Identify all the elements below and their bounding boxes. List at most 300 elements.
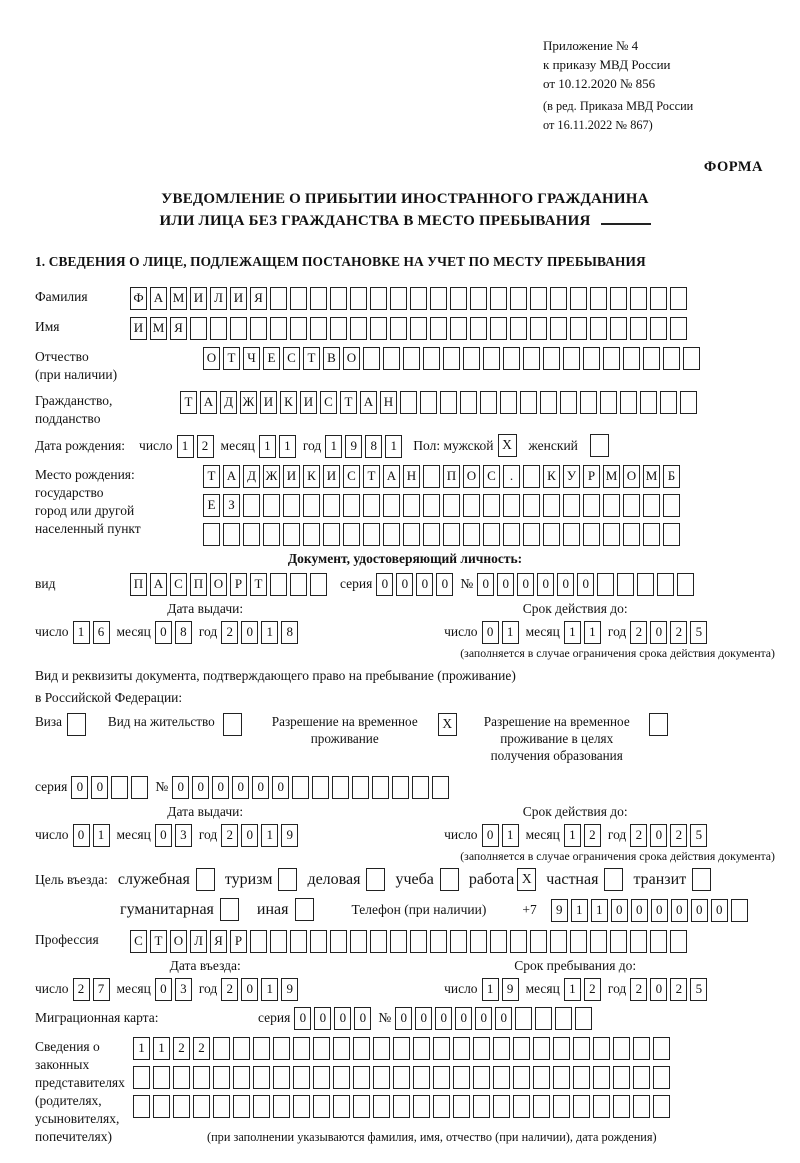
char-cell[interactable]	[590, 287, 607, 310]
char-cell[interactable]	[413, 1037, 430, 1060]
char-cell[interactable]	[470, 930, 487, 953]
char-cell[interactable]	[390, 317, 407, 340]
char-cell[interactable]	[403, 347, 420, 370]
char-cell[interactable]: 1	[325, 435, 342, 458]
char-cell[interactable]	[303, 494, 320, 517]
char-cell[interactable]	[253, 1066, 270, 1089]
char-cell[interactable]: И	[130, 317, 147, 340]
char-cell[interactable]: 7	[93, 978, 110, 1001]
char-cell[interactable]	[330, 287, 347, 310]
char-cell[interactable]	[210, 317, 227, 340]
char-cell[interactable]	[393, 1095, 410, 1118]
char-cell[interactable]: 8	[175, 621, 192, 644]
char-cell[interactable]	[460, 391, 477, 414]
char-cell[interactable]: 0	[671, 899, 688, 922]
char-cell[interactable]	[630, 317, 647, 340]
char-cell[interactable]	[543, 347, 560, 370]
char-cell[interactable]	[410, 930, 427, 953]
char-cell[interactable]	[583, 347, 600, 370]
char-cell[interactable]	[413, 1095, 430, 1118]
char-cell[interactable]	[370, 287, 387, 310]
char-cell[interactable]	[603, 347, 620, 370]
char-cell[interactable]: 2	[197, 435, 214, 458]
char-cell[interactable]: 0	[395, 1007, 412, 1030]
char-cell[interactable]	[390, 287, 407, 310]
char-cell[interactable]	[333, 1095, 350, 1118]
char-cell[interactable]: 1	[73, 621, 90, 644]
purpose-study-checkbox[interactable]	[440, 868, 459, 891]
char-cell[interactable]	[333, 1037, 350, 1060]
char-cell[interactable]: 0	[650, 824, 667, 847]
char-cell[interactable]	[430, 317, 447, 340]
char-cell[interactable]	[510, 317, 527, 340]
char-cell[interactable]	[393, 1066, 410, 1089]
char-cell[interactable]	[133, 1066, 150, 1089]
char-cell[interactable]	[483, 494, 500, 517]
char-cell[interactable]	[323, 523, 340, 546]
char-cell[interactable]: И	[230, 287, 247, 310]
char-cell[interactable]	[153, 1066, 170, 1089]
char-cell[interactable]	[350, 930, 367, 953]
char-cell[interactable]: 0	[650, 978, 667, 1001]
char-cell[interactable]: 8	[281, 621, 298, 644]
char-cell[interactable]	[323, 494, 340, 517]
char-cell[interactable]	[153, 1095, 170, 1118]
sex-female-checkbox[interactable]	[590, 434, 609, 457]
char-cell[interactable]: 0	[73, 824, 90, 847]
char-cell[interactable]	[263, 523, 280, 546]
char-cell[interactable]: Т	[203, 465, 220, 488]
char-cell[interactable]: 0	[172, 776, 189, 799]
char-cell[interactable]	[313, 1066, 330, 1089]
char-cell[interactable]	[493, 1095, 510, 1118]
char-cell[interactable]: К	[280, 391, 297, 414]
char-cell[interactable]	[463, 347, 480, 370]
char-cell[interactable]	[663, 523, 680, 546]
char-cell[interactable]	[330, 317, 347, 340]
purpose-humanitarian-checkbox[interactable]	[220, 898, 239, 921]
char-cell[interactable]	[633, 1066, 650, 1089]
char-cell[interactable]	[332, 776, 349, 799]
char-cell[interactable]	[573, 1095, 590, 1118]
char-cell[interactable]: Ж	[263, 465, 280, 488]
char-cell[interactable]: 1	[564, 824, 581, 847]
char-cell[interactable]	[270, 930, 287, 953]
char-cell[interactable]: 0	[577, 573, 594, 596]
char-cell[interactable]: Д	[243, 465, 260, 488]
char-cell[interactable]: 0	[435, 1007, 452, 1030]
char-cell[interactable]	[600, 391, 617, 414]
char-cell[interactable]	[500, 391, 517, 414]
char-cell[interactable]	[493, 1037, 510, 1060]
char-cell[interactable]: С	[343, 465, 360, 488]
char-cell[interactable]	[593, 1095, 610, 1118]
char-cell[interactable]	[423, 465, 440, 488]
char-cell[interactable]: Р	[230, 930, 247, 953]
char-cell[interactable]	[330, 930, 347, 953]
char-cell[interactable]	[575, 1007, 592, 1030]
char-cell[interactable]: У	[563, 465, 580, 488]
char-cell[interactable]: 1	[564, 621, 581, 644]
char-cell[interactable]	[660, 391, 677, 414]
char-cell[interactable]: Т	[340, 391, 357, 414]
char-cell[interactable]: 3	[175, 978, 192, 1001]
char-cell[interactable]: И	[260, 391, 277, 414]
char-cell[interactable]	[490, 287, 507, 310]
char-cell[interactable]	[640, 391, 657, 414]
char-cell[interactable]	[193, 1066, 210, 1089]
char-cell[interactable]	[270, 317, 287, 340]
char-cell[interactable]	[513, 1037, 530, 1060]
char-cell[interactable]: А	[150, 287, 167, 310]
char-cell[interactable]	[373, 1095, 390, 1118]
char-cell[interactable]: П	[130, 573, 147, 596]
char-cell[interactable]	[343, 494, 360, 517]
char-cell[interactable]	[555, 1007, 572, 1030]
char-cell[interactable]: 0	[334, 1007, 351, 1030]
visa-checkbox[interactable]	[67, 713, 86, 736]
char-cell[interactable]	[513, 1095, 530, 1118]
char-cell[interactable]	[423, 494, 440, 517]
char-cell[interactable]	[553, 1066, 570, 1089]
char-cell[interactable]: 2	[221, 621, 238, 644]
char-cell[interactable]	[450, 287, 467, 310]
char-cell[interactable]	[290, 573, 307, 596]
char-cell[interactable]: 2	[193, 1037, 210, 1060]
char-cell[interactable]: 2	[630, 978, 647, 1001]
char-cell[interactable]	[620, 391, 637, 414]
char-cell[interactable]: А	[360, 391, 377, 414]
char-cell[interactable]: 3	[175, 824, 192, 847]
char-cell[interactable]	[515, 1007, 532, 1030]
char-cell[interactable]: Д	[220, 391, 237, 414]
char-cell[interactable]: И	[300, 391, 317, 414]
char-cell[interactable]	[290, 317, 307, 340]
char-cell[interactable]	[553, 1095, 570, 1118]
char-cell[interactable]: 1	[261, 824, 278, 847]
char-cell[interactable]: 1	[133, 1037, 150, 1060]
char-cell[interactable]	[310, 287, 327, 310]
char-cell[interactable]: А	[223, 465, 240, 488]
char-cell[interactable]: 0	[455, 1007, 472, 1030]
char-cell[interactable]: 9	[502, 978, 519, 1001]
char-cell[interactable]: Ч	[243, 347, 260, 370]
char-cell[interactable]: 0	[611, 899, 628, 922]
char-cell[interactable]	[213, 1095, 230, 1118]
char-cell[interactable]: 2	[670, 978, 687, 1001]
char-cell[interactable]	[650, 317, 667, 340]
char-cell[interactable]: В	[323, 347, 340, 370]
char-cell[interactable]: 0	[155, 978, 172, 1001]
char-cell[interactable]	[413, 1066, 430, 1089]
char-cell[interactable]: Е	[203, 494, 220, 517]
char-cell[interactable]: Н	[403, 465, 420, 488]
temp-residence-checkbox[interactable]: X	[438, 713, 457, 736]
char-cell[interactable]: Т	[150, 930, 167, 953]
char-cell[interactable]: Л	[210, 287, 227, 310]
char-cell[interactable]	[213, 1037, 230, 1060]
char-cell[interactable]: Т	[180, 391, 197, 414]
char-cell[interactable]: 8	[365, 435, 382, 458]
char-cell[interactable]	[432, 776, 449, 799]
char-cell[interactable]	[233, 1066, 250, 1089]
char-cell[interactable]: 1	[571, 899, 588, 922]
char-cell[interactable]: 2	[670, 824, 687, 847]
char-cell[interactable]: 6	[93, 621, 110, 644]
char-cell[interactable]	[523, 347, 540, 370]
char-cell[interactable]	[513, 1066, 530, 1089]
sex-male-checkbox[interactable]: X	[498, 434, 517, 457]
char-cell[interactable]: П	[190, 573, 207, 596]
char-cell[interactable]	[243, 494, 260, 517]
char-cell[interactable]	[243, 523, 260, 546]
char-cell[interactable]	[223, 523, 240, 546]
purpose-tourism-checkbox[interactable]	[278, 868, 297, 891]
char-cell[interactable]	[610, 317, 627, 340]
char-cell[interactable]	[540, 391, 557, 414]
char-cell[interactable]	[173, 1066, 190, 1089]
char-cell[interactable]: 1	[261, 978, 278, 1001]
char-cell[interactable]	[313, 1037, 330, 1060]
char-cell[interactable]	[563, 523, 580, 546]
char-cell[interactable]	[400, 391, 417, 414]
char-cell[interactable]: О	[170, 930, 187, 953]
char-cell[interactable]	[583, 523, 600, 546]
char-cell[interactable]	[350, 317, 367, 340]
char-cell[interactable]: 0	[241, 621, 258, 644]
char-cell[interactable]	[623, 523, 640, 546]
char-cell[interactable]: 0	[482, 824, 499, 847]
char-cell[interactable]	[523, 465, 540, 488]
char-cell[interactable]: 0	[155, 824, 172, 847]
char-cell[interactable]	[283, 494, 300, 517]
char-cell[interactable]	[680, 391, 697, 414]
char-cell[interactable]	[310, 573, 327, 596]
char-cell[interactable]	[453, 1095, 470, 1118]
char-cell[interactable]: 2	[584, 978, 601, 1001]
char-cell[interactable]	[535, 1007, 552, 1030]
char-cell[interactable]	[230, 317, 247, 340]
char-cell[interactable]	[392, 776, 409, 799]
char-cell[interactable]: 0	[71, 776, 88, 799]
char-cell[interactable]: Ж	[240, 391, 257, 414]
char-cell[interactable]	[523, 523, 540, 546]
purpose-transit-checkbox[interactable]	[692, 868, 711, 891]
char-cell[interactable]: 0	[241, 978, 258, 1001]
char-cell[interactable]: П	[443, 465, 460, 488]
char-cell[interactable]: 0	[482, 621, 499, 644]
char-cell[interactable]	[563, 347, 580, 370]
char-cell[interactable]	[433, 1095, 450, 1118]
char-cell[interactable]: 0	[691, 899, 708, 922]
char-cell[interactable]	[363, 494, 380, 517]
char-cell[interactable]	[590, 930, 607, 953]
char-cell[interactable]	[372, 776, 389, 799]
char-cell[interactable]	[563, 494, 580, 517]
char-cell[interactable]: 0	[232, 776, 249, 799]
char-cell[interactable]: 1	[261, 621, 278, 644]
char-cell[interactable]: 0	[212, 776, 229, 799]
char-cell[interactable]	[193, 1095, 210, 1118]
char-cell[interactable]	[293, 1037, 310, 1060]
char-cell[interactable]	[403, 494, 420, 517]
char-cell[interactable]: К	[543, 465, 560, 488]
char-cell[interactable]: 9	[281, 978, 298, 1001]
char-cell[interactable]	[503, 523, 520, 546]
char-cell[interactable]: 1	[482, 978, 499, 1001]
char-cell[interactable]: 0	[650, 621, 667, 644]
char-cell[interactable]	[483, 347, 500, 370]
char-cell[interactable]: 0	[415, 1007, 432, 1030]
char-cell[interactable]	[510, 930, 527, 953]
char-cell[interactable]	[363, 523, 380, 546]
char-cell[interactable]	[410, 317, 427, 340]
char-cell[interactable]: 1	[584, 621, 601, 644]
char-cell[interactable]: С	[170, 573, 187, 596]
char-cell[interactable]: 5	[690, 824, 707, 847]
temp-residence-education-checkbox[interactable]	[649, 713, 668, 736]
char-cell[interactable]	[290, 287, 307, 310]
char-cell[interactable]	[443, 347, 460, 370]
char-cell[interactable]	[253, 1037, 270, 1060]
char-cell[interactable]	[533, 1037, 550, 1060]
char-cell[interactable]: Т	[303, 347, 320, 370]
char-cell[interactable]	[550, 930, 567, 953]
char-cell[interactable]	[583, 494, 600, 517]
char-cell[interactable]	[131, 776, 148, 799]
char-cell[interactable]: Е	[263, 347, 280, 370]
char-cell[interactable]	[370, 930, 387, 953]
char-cell[interactable]	[310, 317, 327, 340]
char-cell[interactable]: 0	[155, 621, 172, 644]
char-cell[interactable]: Т	[363, 465, 380, 488]
char-cell[interactable]: 2	[630, 824, 647, 847]
char-cell[interactable]: Т	[223, 347, 240, 370]
char-cell[interactable]	[203, 523, 220, 546]
char-cell[interactable]	[440, 391, 457, 414]
char-cell[interactable]	[560, 391, 577, 414]
char-cell[interactable]	[453, 1066, 470, 1089]
char-cell[interactable]: А	[383, 465, 400, 488]
char-cell[interactable]: 1	[385, 435, 402, 458]
char-cell[interactable]: О	[463, 465, 480, 488]
char-cell[interactable]: Н	[380, 391, 397, 414]
char-cell[interactable]	[570, 287, 587, 310]
char-cell[interactable]	[483, 523, 500, 546]
char-cell[interactable]	[637, 573, 654, 596]
char-cell[interactable]: 2	[584, 824, 601, 847]
char-cell[interactable]: М	[150, 317, 167, 340]
char-cell[interactable]	[273, 1037, 290, 1060]
char-cell[interactable]	[650, 930, 667, 953]
char-cell[interactable]	[290, 930, 307, 953]
char-cell[interactable]	[250, 930, 267, 953]
char-cell[interactable]	[233, 1037, 250, 1060]
char-cell[interactable]: К	[303, 465, 320, 488]
char-cell[interactable]	[530, 317, 547, 340]
char-cell[interactable]: 0	[241, 824, 258, 847]
char-cell[interactable]	[263, 494, 280, 517]
char-cell[interactable]	[663, 347, 680, 370]
char-cell[interactable]	[343, 523, 360, 546]
char-cell[interactable]: 0	[252, 776, 269, 799]
purpose-work-checkbox[interactable]: X	[517, 868, 536, 891]
char-cell[interactable]	[613, 1066, 630, 1089]
char-cell[interactable]	[312, 776, 329, 799]
char-cell[interactable]: О	[623, 465, 640, 488]
char-cell[interactable]	[412, 776, 429, 799]
char-cell[interactable]	[373, 1037, 390, 1060]
char-cell[interactable]	[590, 317, 607, 340]
char-cell[interactable]	[657, 573, 674, 596]
char-cell[interactable]	[133, 1095, 150, 1118]
char-cell[interactable]: М	[603, 465, 620, 488]
char-cell[interactable]: Я	[170, 317, 187, 340]
char-cell[interactable]: 1	[153, 1037, 170, 1060]
char-cell[interactable]	[503, 347, 520, 370]
char-cell[interactable]	[453, 1037, 470, 1060]
char-cell[interactable]	[350, 287, 367, 310]
char-cell[interactable]: А	[150, 573, 167, 596]
char-cell[interactable]: 0	[376, 573, 393, 596]
char-cell[interactable]	[493, 1066, 510, 1089]
char-cell[interactable]	[353, 1095, 370, 1118]
char-cell[interactable]: О	[343, 347, 360, 370]
char-cell[interactable]	[490, 930, 507, 953]
char-cell[interactable]	[313, 1095, 330, 1118]
char-cell[interactable]	[573, 1066, 590, 1089]
char-cell[interactable]: Р	[230, 573, 247, 596]
char-cell[interactable]: 1	[502, 824, 519, 847]
char-cell[interactable]: 9	[281, 824, 298, 847]
char-cell[interactable]: 0	[557, 573, 574, 596]
char-cell[interactable]: 0	[711, 899, 728, 922]
char-cell[interactable]	[470, 287, 487, 310]
char-cell[interactable]: 1	[502, 621, 519, 644]
char-cell[interactable]: 0	[91, 776, 108, 799]
char-cell[interactable]	[597, 573, 614, 596]
char-cell[interactable]	[111, 776, 128, 799]
char-cell[interactable]: 9	[345, 435, 362, 458]
char-cell[interactable]	[533, 1095, 550, 1118]
char-cell[interactable]	[580, 391, 597, 414]
char-cell[interactable]	[353, 1037, 370, 1060]
char-cell[interactable]: 0	[272, 776, 289, 799]
char-cell[interactable]	[603, 523, 620, 546]
char-cell[interactable]	[570, 317, 587, 340]
char-cell[interactable]	[273, 1095, 290, 1118]
char-cell[interactable]	[470, 317, 487, 340]
char-cell[interactable]	[553, 1037, 570, 1060]
char-cell[interactable]: И	[323, 465, 340, 488]
char-cell[interactable]	[550, 287, 567, 310]
char-cell[interactable]: С	[483, 465, 500, 488]
char-cell[interactable]	[293, 1066, 310, 1089]
char-cell[interactable]	[283, 523, 300, 546]
char-cell[interactable]: М	[643, 465, 660, 488]
char-cell[interactable]	[550, 317, 567, 340]
char-cell[interactable]: 0	[436, 573, 453, 596]
char-cell[interactable]: Б	[663, 465, 680, 488]
char-cell[interactable]	[270, 573, 287, 596]
char-cell[interactable]	[292, 776, 309, 799]
char-cell[interactable]	[190, 317, 207, 340]
residence-permit-checkbox[interactable]	[223, 713, 242, 736]
char-cell[interactable]	[253, 1095, 270, 1118]
char-cell[interactable]: С	[130, 930, 147, 953]
char-cell[interactable]	[430, 287, 447, 310]
char-cell[interactable]	[623, 494, 640, 517]
